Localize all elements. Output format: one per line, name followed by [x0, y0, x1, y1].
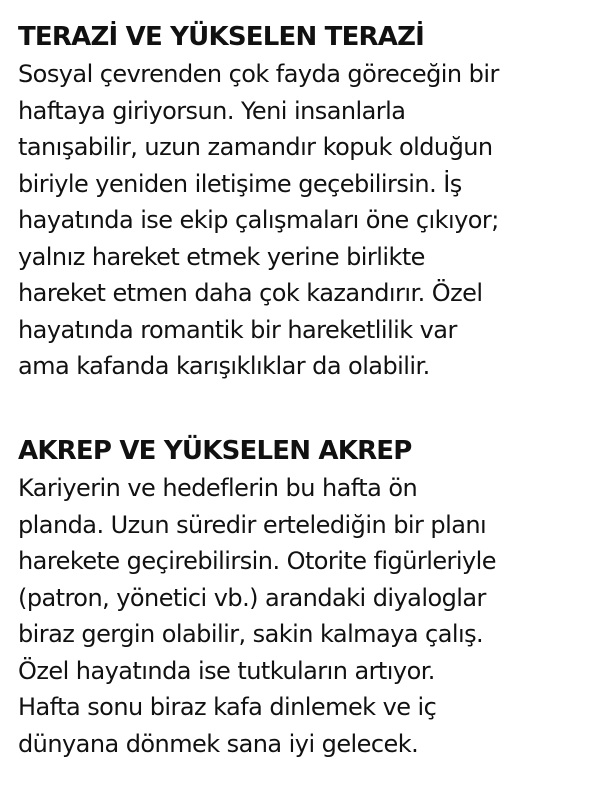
paragraph-line: yalnız hareket etmek yerine birlikte: [18, 242, 425, 271]
libra-section: [18, 18, 598, 385]
paragraph-line: Kariyerin ve hedeflerin bu hafta ön: [18, 474, 418, 502]
paragraph-line: (patron, yönetici vb.) arandaki diyaloglar: [18, 583, 486, 612]
paragraph-line: ama kafanda karışıklıklar da olabilir.: [18, 352, 430, 380]
paragraph-line: biraz gergin olabilir, sakin kalmaya çalış.: [18, 620, 484, 648]
scorpio-paragraph: [18, 470, 598, 762]
paragraph-line: tanışabilir, uzun zamandır kopuk olduğun: [18, 133, 493, 161]
paragraph-line: hareket etmen daha çok kazandırır. Özel: [18, 279, 483, 307]
scorpio-section: [18, 432, 598, 762]
libra-heading: TERAZİ VE YÜKSELEN TERAZİ: [18, 22, 425, 52]
paragraph-line: Hafta sonu biraz kafa dinlemek ve iç: [18, 693, 437, 721]
libra-paragraph: [18, 56, 598, 385]
scorpio-heading: AKREP VE YÜKSELEN AKREP: [18, 436, 412, 466]
paragraph-line: hayatında romantik bir hareketlilik var: [18, 315, 457, 344]
paragraph-line: Özel hayatında ise tutkuların artıyor.: [18, 656, 435, 685]
paragraph-line: planda. Uzun süredir ertelediğin bir planı: [18, 510, 487, 539]
paragraph-line: haftaya giriyorsun. Yeni insanlarla: [18, 96, 406, 125]
paragraph-line: harekete geçirebilirsin. Otorite figürleriyle: [18, 547, 496, 575]
paragraph-line: hayatında ise ekip çalışmaları öne çıkıyor;: [18, 206, 499, 234]
paragraph-line: Sosyal çevrenden çok fayda göreceğin bir: [18, 60, 499, 88]
paragraph-line: biriyle yeniden iletişime geçebilirsin. İş: [18, 169, 462, 198]
paragraph-line: dünyana dönmek sana iyi gelecek.: [18, 729, 419, 758]
